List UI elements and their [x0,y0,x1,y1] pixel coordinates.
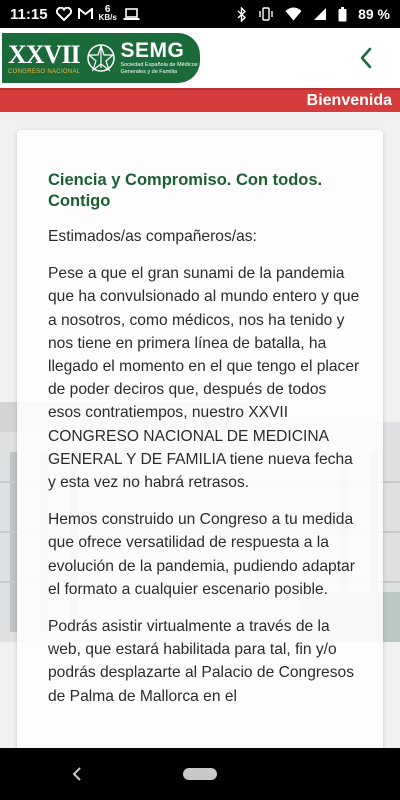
app-header [0,28,400,88]
article-paragraph-1: Pese a que el gran sunami de la pandemia que ha convulsionado al mundo entero y que a nosotros, como médicos, nos ha tenido y nos tiene en primera línea de batalla, ha llegado el momento en el que tengo el placer de poder deciros que, después de todos esos contratiempos, nuestro XXVII CONGRESO NACIONAL DE MEDICINA GENERAL Y DE FAMILIA tiene nueva fecha y esta vez no habrá retrasos. [48,265,360,492]
article-greeting: Estimados/as compañeros/as: [48,228,257,245]
section-title-strip [0,88,400,112]
welcome-card [17,130,383,770]
article-heading: Ciencia y Compromiso. Con todos. Contigo [48,171,323,210]
home-pill-icon[interactable] [183,768,217,780]
battery-percent: 89 % [358,6,390,22]
status-bar [0,0,400,28]
system-navigation-bar [0,748,400,800]
article-paragraph-2: Hemos construido un Congreso a tu medida que ofrece versatilidad de respuesta a la evolución de la pandemia, pudiendo adaptar el formato a cualquier escenario posible. [48,511,355,598]
wifi-icon [285,7,302,21]
article-paragraph-3: Podrás asistir virtualmente a través de la web, que estará habilitada para tal, fin y/o podrás desplazarte al Palacio de Congresos de Palma de Mallorca en el [48,618,354,705]
org-block [120,41,197,75]
org-short-name: SEMG [120,39,185,62]
gmail-icon [78,8,93,20]
clock: 11:15 [10,5,48,23]
edition-subtitle: CONGRESO NACIONAL [8,68,81,75]
edition-block [8,39,81,75]
signal-icon [313,7,327,21]
semg-emblem-icon [86,43,116,73]
congress-logo [2,33,200,83]
heart-icon [56,7,72,21]
laptop-icon [123,8,140,21]
bluetooth-icon [237,7,247,22]
section-title: Bienvenida [306,92,392,109]
vibrate-icon [258,7,274,21]
back-nav-icon[interactable] [68,764,86,784]
chevron-left-icon [359,47,373,69]
back-button[interactable] [354,46,378,70]
org-full-name-2: Generales y de Familia [120,69,178,75]
data-speed: 6 KB/s [98,4,117,22]
edition-number: XXVII [8,39,80,69]
battery-icon [338,7,347,22]
org-full-name-1: Sociedad Española de Médicos [120,62,198,68]
